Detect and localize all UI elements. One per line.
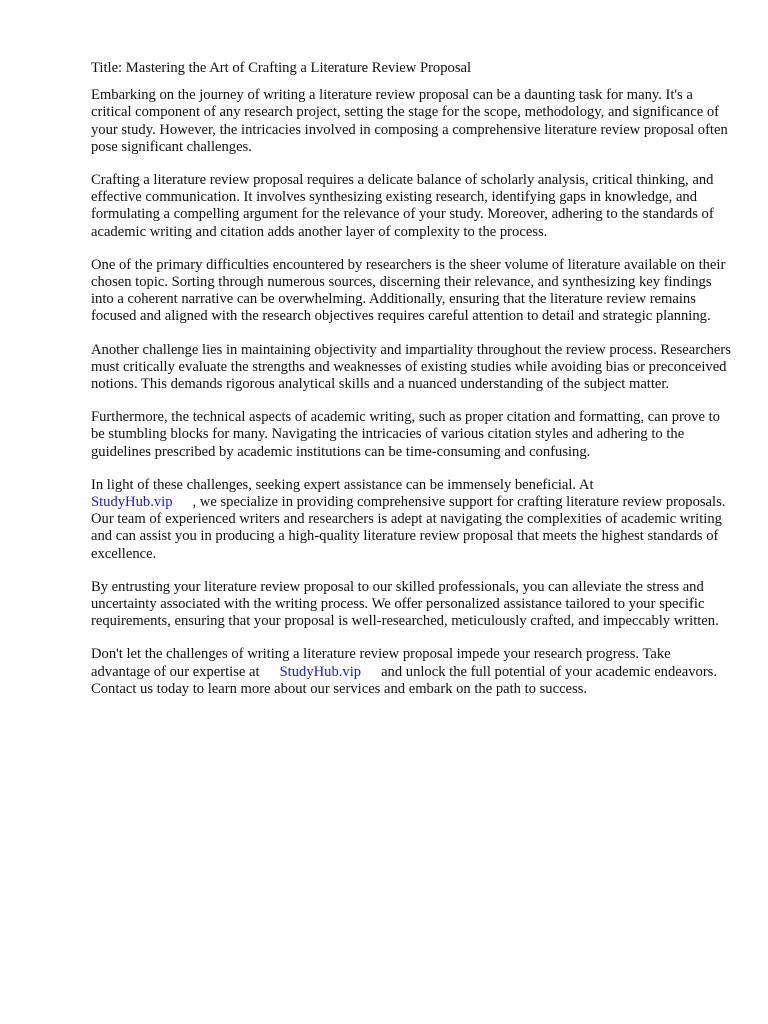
paragraph-6-before-text: In light of these challenges, seeking expert assistance can be immensely beneficial. At [91,476,594,493]
studyhub-link-2[interactable]: StudyHub.vip [279,663,362,680]
paragraph-8-after-text: and unlock the full potential of your academic endeavors. Contact us today to learn more about our services and embark on the path to success. [91,663,718,697]
paragraph-2: Crafting a literature review proposal requires a delicate balance of scholarly analysis, critical thinking, and effective communication. It involves synthesizing existing research, identifying gaps in knowledge, and formulating a compelling argument for the relevance of your study. Moreover, adhering to the standards of academic writing and citation adds another layer of complexity to the process. [91,172,714,240]
paragraph-6-after-text: , we specialize in providing comprehensive support for crafting literature review proposals. Our team of experienced writers and researchers is adept at navigating the complexities of academic writing and can assist you in producing a high-quality literature review proposal that meets the highest standards of excellence. [91,494,726,562]
paragraph-8 [91,646,731,698]
paragraph-6 [91,477,731,563]
paragraph-3: One of the primary difficulties encountered by researchers is the sheer volume of literature available on their chosen topic. Sorting through numerous sources, discerning their relevance, and synthesizing key findings into a coherent narrative can be overwhelming. Additionally, ensuring that the literature review remains focused and aligned with the research objectives requires careful attention to detail and strategic planning. [91,256,726,325]
document-title: Title: Mastering the Art of Crafting a Literature Review Proposal [91,60,472,76]
paragraph-5: Furthermore, the technical aspects of academic writing, such as proper citation and formatting, can prove to be stumbling blocks for many. Navigating the intricacies of various citation styles and adhering to the guidelines prescribed by academic institutions can be time-consuming and confusing. [91,409,720,460]
document-body [91,60,731,714]
paragraph-8-before-text: Don't let the challenges of writing a literature review proposal impede your research progress. Take advantage of our expertise at [91,646,671,680]
paragraph-7: By entrusting your literature review proposal to our skilled professionals, you can alleviate the stress and uncertainty associated with the writing process. We offer personalized assistance tailored to your specific requirements, ensuring that your proposal is well-researched, meticulously crafted, and impeccably written. [91,578,719,630]
studyhub-link-1[interactable]: StudyHub.vip [91,494,173,511]
paragraph-4: Another challenge lies in maintaining objectivity and impartiality throughout the review process. Researchers must critically evaluate the strengths and weaknesses of existing studies while avoiding bias or preconceived notions. This demands rigorous analytical skills and a nuanced understanding of the subject matter. [91,341,731,393]
paragraph-1: Embarking on the journey of writing a literature review proposal can be a daunting task for many. It's a critical component of any research project, setting the stage for the scope, methodology, and significance of your study. However, the intricacies involved in composing a comprehensive literature review proposal often pose significant challenges. [91,87,728,155]
